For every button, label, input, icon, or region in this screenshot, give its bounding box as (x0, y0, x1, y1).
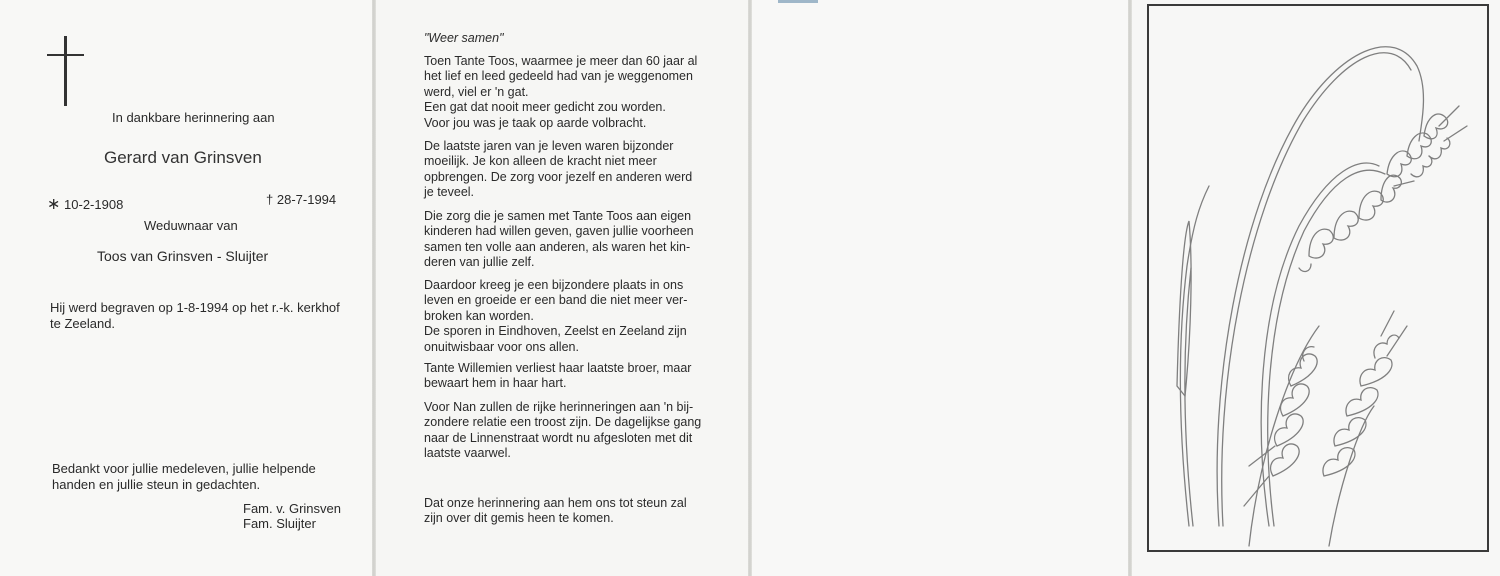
poem-title (424, 31, 744, 46)
intro-text: In dankbare herinnering aan (112, 110, 275, 125)
poem-line: Voor Nan zullen de rijke herinneringen aan 'n bij- (424, 400, 694, 414)
poem-stanza-3 (424, 209, 744, 271)
poem-line: werd, viel er 'n gat. (424, 84, 529, 99)
poem-title-text: "Weer samen" (424, 31, 504, 45)
poem-line: opbrengen. De zorg voor jezelf en anderen werd (424, 169, 693, 184)
poem-line: bewaart hem in haar hart. (424, 376, 567, 391)
poem-line: leven en groeide er een band die niet meer ver- (424, 293, 688, 308)
wheat-ears-sketch-icon (1149, 6, 1487, 550)
burial-line-1: Hij werd begraven op 1-8-1994 op het r.-k. kerkhof (50, 300, 340, 315)
born-symbol-icon: ∗ (47, 196, 61, 213)
deceased-name: Gerard van Grinsven (104, 148, 262, 167)
poem-line: Dat onze herinnering aan hem ons tot steun zal (424, 496, 687, 510)
thanks-line-2: handen en jullie steun in gedachten. (52, 477, 261, 492)
poem-stanza-6 (424, 400, 744, 462)
poem-line: broken kan worden. (424, 308, 534, 323)
poem-line: Tante Willemien verliest haar laatste broer, maar (424, 361, 692, 375)
poem-line: De sporen in Eindhoven, Zeelst en Zeeland zijn (424, 324, 687, 339)
relation-text: Weduwnaar van (144, 218, 238, 233)
poem-line: Toen Tante Toos, waarmee je meer dan 60 jaar al (424, 54, 698, 68)
poem-line: onuitwisbaar voor ons allen. (424, 339, 579, 354)
thanks-line-1: Bedankt voor jullie medeleven, jullie helpende (52, 461, 316, 476)
family-2: Fam. Sluijter (243, 516, 316, 531)
blank-panel (752, 0, 1128, 576)
poem-line: Daardoor kreeg je een bijzondere plaats in ons (424, 278, 684, 292)
poem-line: samen ten volle aan anderen, als waren het kin- (424, 239, 691, 254)
family-1: Fam. v. Grinsven (243, 501, 342, 516)
poem-line: deren van jullie zelf. (424, 255, 535, 270)
poem-line: Een gat dat nooit meer gedicht zou worden. (424, 100, 666, 115)
poem-line: zondere relatie een troost zijn. De dagelijkse gang (424, 415, 702, 430)
poem-line: moeilijk. Je kon alleen de kracht niet meer (424, 154, 657, 169)
poem-line: laatste vaarwel. (424, 446, 511, 461)
tape-mark (778, 0, 818, 3)
poem-line: je teveel. (424, 185, 475, 200)
poem-line: zijn over dit gemis heen te komen. (424, 511, 614, 526)
poem-line: Die zorg die je samen met Tante Toos aan eigen (424, 209, 692, 223)
spouse-name: Toos van Grinsven - Sluijter (97, 248, 269, 264)
poem-stanza-4 (424, 278, 744, 355)
burial-line-2: te Zeeland. (50, 316, 116, 331)
poem-line: naar de Linnenstraat wordt nu afgesloten met dit (424, 430, 693, 445)
poem-line: De laatste jaren van je leven waren bijzonder (424, 139, 674, 153)
poem-stanza-2 (424, 139, 744, 201)
poem-line: kinderen had willen geven, gaven jullie voorheen (424, 224, 694, 239)
birth-date: 10-2-1908 (64, 197, 124, 212)
poem-closing (424, 496, 744, 527)
death-line (266, 192, 336, 207)
poem-line: het lief en leed gedeeld had van je weggenomen (424, 69, 693, 84)
birth-line (47, 194, 123, 214)
poem-stanza-1 (424, 54, 744, 131)
poem-stanza-5 (424, 361, 744, 392)
poem-line: Voor jou was je taak op aarde volbracht. (424, 115, 647, 130)
died-symbol-icon: † (266, 192, 274, 207)
death-date: 28-7-1994 (276, 192, 337, 207)
